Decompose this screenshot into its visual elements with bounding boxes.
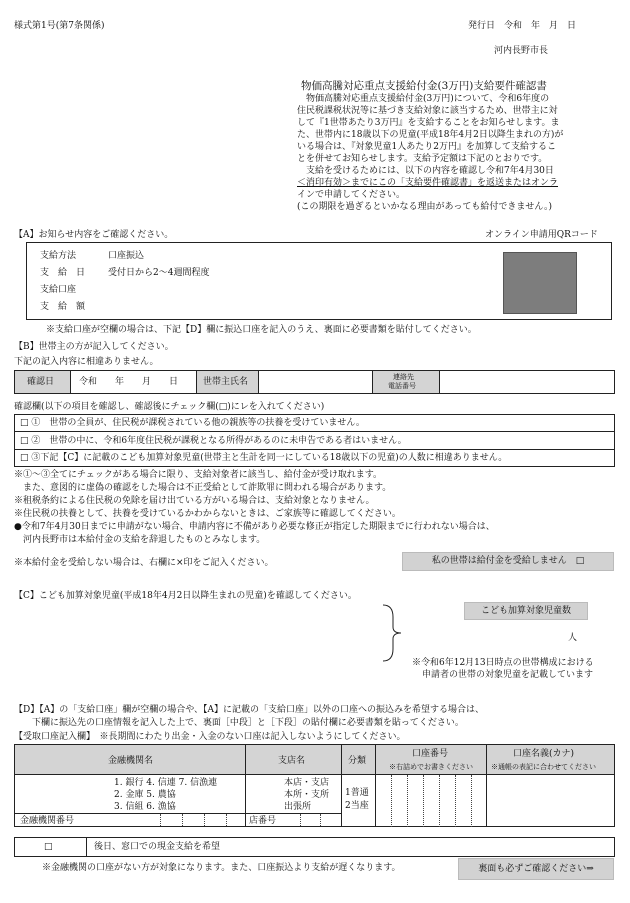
account-type-option[interactable]: 2当座 — [345, 801, 369, 811]
section-a-note: ※支給口座が空欄の場合は、下記【D】欄に振込口座を記入のうえ、裏面に必要書類を貼付してください。 — [46, 325, 477, 335]
col-holder: 口座名義(カナ) — [513, 749, 575, 759]
section-b-sub: 下記の記入内容に相違ありません。 — [14, 357, 159, 367]
account-table-title: 【受取口座記入欄】 ※長期間にわたり出金・入金のない口座は記入しないようにしてください。 — [14, 732, 406, 742]
account-type-option[interactable]: 1普通 — [345, 788, 369, 798]
payment-method: 口座振込 — [108, 251, 145, 261]
row-label: 支給口座 — [40, 285, 77, 295]
col-holder-note: ※通帳の表記に合わせてください — [491, 763, 596, 771]
note-line: ※住民税の扶養として、扶養を受けているかわからないときは、ご家族等に確認してください。 — [14, 509, 401, 519]
branch-type-option[interactable]: 本所・支所 — [284, 790, 330, 800]
payment-date: 受付日から2～4週間程度 — [108, 268, 210, 278]
bank-code-label: 金融機関番号 — [20, 816, 75, 826]
notice-title: 物価高騰対応重点支援給付金(3万円)支給要件確認書 — [301, 80, 547, 92]
issue-date: 発行日 令和 年 月 日 — [468, 21, 577, 31]
decline-checkbox[interactable]: 私の世帯は給付金を受給しません □ — [402, 552, 614, 571]
notice-line: とを併せてお知らせします。支給予定額は下記のとおりです。 — [297, 154, 548, 164]
cash-checkbox[interactable]: □ — [44, 842, 53, 852]
brace-icon — [381, 603, 409, 663]
phone-label: 電話番号 — [388, 382, 416, 390]
section-c-note: 申請者の世帯の対象児童を記載しています — [422, 670, 594, 680]
bank-code-input[interactable] — [96, 814, 244, 826]
branch-type-option[interactable]: 本店・支店 — [284, 778, 330, 788]
col-type: 分類 — [348, 756, 367, 766]
note-line: ●令和7年4月30日までに申請がない場合、申請内容に不備があり必要な修正が指定した期限までに行われない場合は、 — [14, 522, 495, 532]
account-holder-input[interactable] — [488, 775, 614, 826]
check-item-1[interactable]: □ ① 世帯の全員が、住民税が課税されている他の親族等の扶養を受けていません。 — [20, 418, 365, 428]
branch-type-option[interactable]: 出張所 — [284, 802, 312, 812]
notice-line: して『1世帯あたり3万円』を支給することをお知らせします。ま — [297, 118, 560, 128]
contact-label: 連絡先 — [393, 373, 414, 381]
head-name-label: 世帯主氏名 — [203, 377, 249, 387]
check-heading: 確認欄(以下の項目を確認し、確認後にチェック欄(□)にレを入れてください) — [14, 402, 325, 412]
see-back-button[interactable]: 裏面も必ずご確認ください⇒ — [458, 858, 614, 880]
note-line: ※①～③全てにチェックがある場合に限り、支給対象者に該当し、給付金が受け取れます。 — [14, 470, 383, 480]
check-item-3[interactable]: □ ③下記【C】に記載のこども加算対象児童(世帯主と生計を同一にしている18歳以下の児童)の人数に相違ありません。 — [20, 453, 508, 463]
note-line: また、意図的に虚偽の確認をした場合は不正受給として詐欺罪に問われる場合があります。 — [14, 483, 392, 493]
phone-input[interactable] — [441, 372, 613, 392]
section-c-heading: 【C】こども加算対象児童(平成18年4月2日以降生まれの児童)を確認してください。 — [14, 591, 357, 601]
child-count-label: こども加算対象児童数 — [464, 602, 588, 620]
notice-line: インで申請してください。 — [297, 190, 406, 200]
col-branch: 支店名 — [278, 756, 306, 766]
bank-type-option[interactable]: 1. 銀行 4. 信連 7. 信漁連 — [114, 778, 218, 788]
col-account: 口座番号 — [412, 749, 449, 759]
bank-type-option[interactable]: 3. 信組 6. 漁協 — [114, 802, 176, 812]
confirm-date-input[interactable]: 令和 年 月 日 — [79, 377, 179, 387]
cash-option-label: 後日、窓口での現金支給を希望 — [94, 842, 221, 852]
note-line: 河内長野市は本給付金の支給を辞退したものとみなします。 — [14, 535, 266, 545]
row-label: 支 給 日 — [40, 268, 86, 278]
notice-line: 住民税課税状況等に基づき支給対象に該当するため、世帯主に対 — [297, 106, 558, 116]
head-name-input[interactable] — [260, 372, 370, 392]
section-d-heading: 下欄に振込先の口座情報を記入した上で、裏面［中段］と［下段］の貼付欄に必要書類を貼ってください。 — [14, 718, 464, 728]
section-c-note: ※令和6年12月13日時点の世帯構成における — [412, 658, 594, 668]
qr-label: オンライン申請用QRコード — [485, 230, 598, 240]
notice-line: 物価高騰対応重点支援給付金(3万円)について、令和6年度の — [297, 94, 550, 104]
row-label: 支給方法 — [40, 251, 77, 261]
section-b-heading: 【B】世帯主の方が記入してください。 — [14, 342, 174, 352]
decline-note: ※本給付金を受給しない場合は、右欄に×印をご記入ください。 — [14, 558, 274, 568]
notice-body — [297, 93, 617, 213]
branch-code-label: 店番号 — [249, 816, 277, 826]
form-number: 様式第1号(第7条関係) — [14, 21, 105, 31]
section-a-heading: 【A】お知らせ内容をご確認ください。 — [14, 230, 174, 240]
notice-line: (この期限を過ぎるといかなる理由があっても給付できません。) — [297, 202, 552, 212]
bank-type-option[interactable]: 2. 金庫 5. 農協 — [114, 790, 176, 800]
qr-code-image[interactable] — [503, 252, 577, 314]
section-d-heading: 【D】【A】の「支給口座」欄が空欄の場合や、【A】に記載の「支給口座」以外の口座への振込みを希望する場合は、 — [14, 705, 485, 715]
confirm-date-label: 確認日 — [27, 377, 55, 387]
row-label: 支 給 額 — [40, 302, 86, 312]
notice-line: た、世帯内に18歳以下の児童(平成18年4月2日以降生まれの方)が — [297, 130, 564, 140]
col-bank: 金融機関名 — [108, 756, 154, 766]
child-count-unit: 人 — [568, 633, 578, 643]
branch-code-input[interactable] — [280, 814, 340, 826]
col-account-note: ※右詰めでお書きください — [389, 763, 473, 771]
cash-note: ※金融機関の口座がない方が対象になります。また、口座振込より支給が遅くなります。 — [42, 863, 401, 873]
check-item-2[interactable]: □ ② 世帯の中に、令和6年度住民税が課税となる所得があるのに未申告である者はいません。 — [20, 436, 407, 446]
notice-line: 支給を受けるためには、以下の内容を確認し令和7年4月30日 — [297, 166, 554, 176]
issuer: 河内長野市長 — [494, 46, 549, 56]
notice-line: ＜消印有効＞までにこの「支給要件確認書」を返送またはオンラ — [297, 178, 559, 188]
account-number-input[interactable] — [377, 775, 485, 826]
note-line: ※租税条約による住民税の免除を届け出ている方がいる場合は、支給対象となりません。 — [14, 496, 375, 506]
notice-line: いる場合は、『対象児童1人あたり2万円』を加算して支給するこ — [297, 142, 556, 152]
